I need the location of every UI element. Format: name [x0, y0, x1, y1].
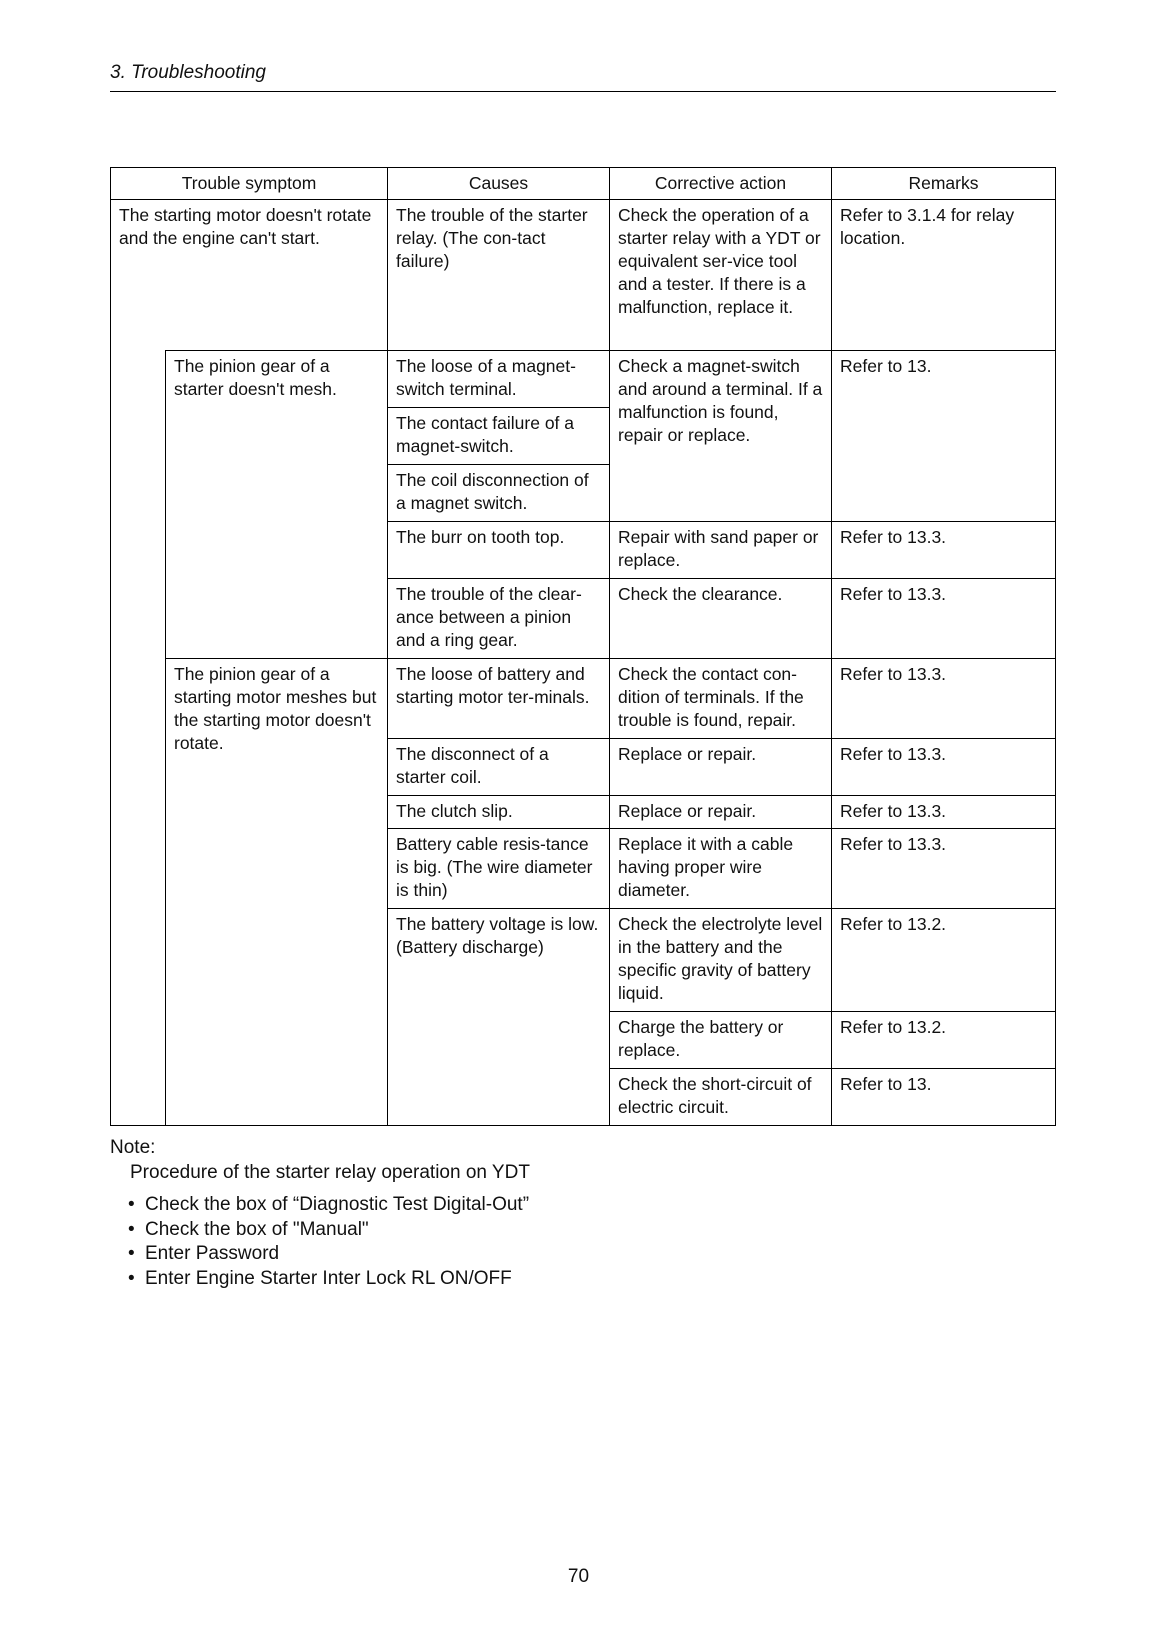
troubleshooting-table [110, 167, 1056, 1126]
note-section [110, 1135, 530, 1291]
note-label: Note: [110, 1137, 156, 1158]
procedure-steps [128, 1193, 530, 1291]
symptom-cell: The starting motor doesn't rotate and the engine can't start. [111, 200, 388, 351]
remark-cell: Refer to 3.1.4 for relay location. [832, 200, 1056, 351]
remark-cell: Refer to 13.3. [832, 829, 1056, 909]
cause-cell: The trouble of the clear-ance between a pinion and a ring gear. [388, 579, 610, 659]
note-subtitle: Procedure of the starter relay operation on YDT [130, 1162, 530, 1183]
action-cell: Check the operation of a starter relay with a YDT or equivalent ser-vice tool and a tester. If there is a malfunction, replace it. [610, 200, 832, 351]
remark-cell: Refer to 13.3. [832, 796, 1056, 829]
cause-cell: The coil disconnection of a magnet switch. [388, 465, 610, 522]
remark-cell: Refer to 13.3. [832, 579, 1056, 659]
column-header-remarks: Remarks [832, 168, 1056, 200]
action-cell: Check the clearance. [610, 579, 832, 659]
cause-cell: The loose of a magnet-switch terminal. [388, 351, 610, 408]
cause-cell: The clutch slip. [388, 796, 610, 829]
column-header-causes: Causes [388, 168, 610, 200]
cause-cell: Battery cable resis-tance is big. (The wire diameter is thin) [388, 829, 610, 909]
remark-cell: Refer to 13.2. [832, 909, 1056, 1012]
remark-cell: Refer to 13.3. [832, 739, 1056, 796]
page-number: 70 [567, 1566, 590, 1587]
remark-cell: Refer to 13. [832, 1069, 1056, 1126]
table-row [111, 351, 1056, 408]
action-cell: Check the short-circuit of electric circuit. [610, 1069, 832, 1126]
action-cell: Charge the battery or replace. [610, 1012, 832, 1069]
section-title: 3. Troubleshooting [110, 62, 266, 83]
list-item: • Enter Password [128, 1242, 530, 1267]
indent-spacer [111, 351, 166, 1126]
cause-cell: The contact failure of a magnet-switch. [388, 408, 610, 465]
cause-cell: The disconnect of a starter coil. [388, 739, 610, 796]
list-item: • Enter Engine Starter Inter Lock RL ON/OFF [128, 1267, 530, 1292]
symptom-cell: The pinion gear of a starter doesn't mesh. [166, 351, 388, 659]
remark-cell: Refer to 13. [832, 351, 1056, 522]
action-cell: Replace or repair. [610, 796, 832, 829]
table-header-row [111, 168, 1056, 200]
symptom-cell: The pinion gear of a starting motor meshes but the starting motor doesn't rotate. [166, 659, 388, 1126]
cause-cell: The loose of battery and starting motor ter-minals. [388, 659, 610, 739]
remark-cell: Refer to 13.3. [832, 659, 1056, 739]
action-cell: Repair with sand paper or replace. [610, 522, 832, 579]
page-header [110, 58, 1056, 92]
cause-cell: The trouble of the starter relay. (The con-tact failure) [388, 200, 610, 351]
table-row [111, 659, 1056, 739]
cause-cell: The battery voltage is low. (Battery discharge) [388, 909, 610, 1126]
cause-cell: The burr on tooth top. [388, 522, 610, 579]
action-cell: Replace it with a cable having proper wire diameter. [610, 829, 832, 909]
action-cell: Replace or repair. [610, 739, 832, 796]
column-header-action: Corrective action [610, 168, 832, 200]
action-cell: Check a magnet-switch and around a terminal. If a malfunction is found, repair or replace. [610, 351, 832, 522]
table-row [111, 200, 1056, 351]
list-item: • Check the box of "Manual" [128, 1218, 530, 1243]
list-item: • Check the box of “Diagnostic Test Digital-Out” [128, 1193, 530, 1218]
remark-cell: Refer to 13.3. [832, 522, 1056, 579]
remark-cell: Refer to 13.2. [832, 1012, 1056, 1069]
column-header-symptom: Trouble symptom [111, 168, 388, 200]
action-cell: Check the electrolyte level in the battery and the specific gravity of battery liquid. [610, 909, 832, 1012]
action-cell: Check the contact con-dition of terminals. If the trouble is found, repair. [610, 659, 832, 739]
